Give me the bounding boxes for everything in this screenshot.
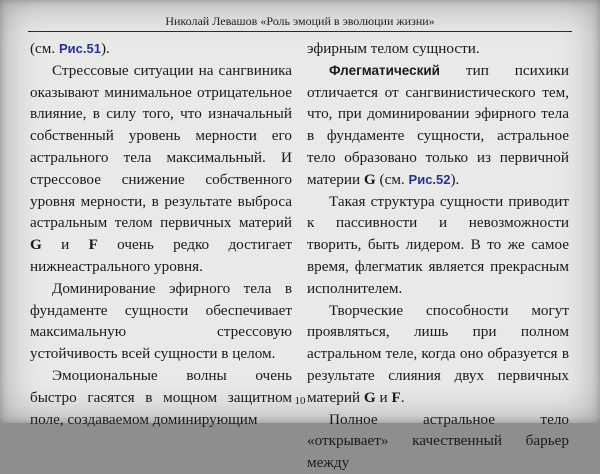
matter-f: F xyxy=(391,388,401,406)
text-span: и xyxy=(41,236,89,254)
text-span: тип психики отличается от сангвинистического тем, что, при доминировании эфирного тела в фундаменте сущности, астральное тело образовано только из первичной материи xyxy=(307,61,569,188)
figure-link-51[interactable]: Рис.51 xyxy=(59,41,101,56)
running-header: Николай Левашов «Роль эмоций в эволюции жизни» xyxy=(165,14,435,28)
right-column xyxy=(307,38,569,474)
paragraph: Эмоциональные волны очень быстро гасятся в мощном защитном поле, создаваемом доминирующим xyxy=(30,366,292,428)
matter-f: F xyxy=(88,236,98,254)
paragraph xyxy=(307,60,569,191)
text-span: Стрессовые ситуации на сангвиника оказывают минимальное отрицательное влияние, в силу того, что изначальный собственный уровень мерности его астрального тела максимальный. И стрессовое снижение собственного уровня мерности, в результате выброса астральным телом первичных материй xyxy=(30,61,292,232)
matter-g: G xyxy=(363,170,376,188)
left-column xyxy=(30,38,292,430)
matter-g: G xyxy=(30,236,42,254)
text-span: . xyxy=(400,388,405,406)
text-span: (см. xyxy=(375,170,409,188)
text-span: Творческие способности могут проявляться, лишь при полном астральном теле, когда оно образуется в результате слияния двух первичных материй xyxy=(307,301,569,406)
text-span: и xyxy=(375,388,392,406)
matter-g: G xyxy=(363,388,376,406)
term-phlegmatic: Флегматический xyxy=(329,62,440,78)
paragraph: эфирным телом сущности. xyxy=(307,40,480,57)
text-span: очень редко достигает нижнеастрального уровня. xyxy=(30,236,292,275)
paragraph: Полное астральное тело «открывает» качественный барьер между xyxy=(307,410,569,472)
header-divider xyxy=(28,31,572,32)
page-number: 10 xyxy=(294,395,306,407)
paragraph: Доминирование эфирного тела в фундаменте сущности обеспечивает максимальную стрессовую устойчивость всей сущности в целом. xyxy=(30,279,292,363)
text-span: (см. xyxy=(30,40,60,57)
paragraph xyxy=(30,38,292,60)
text-span: ). xyxy=(450,170,460,188)
figure-link-52[interactable]: Рис.52 xyxy=(408,171,451,187)
paragraph xyxy=(30,60,292,278)
paragraph: Такая структура сущности приводит к пассивности и невозможности творить, быть лидером. В то же самое время, флегматик является прекрасным исполнителем. xyxy=(307,192,569,297)
paragraph xyxy=(307,300,569,409)
text-span: ). xyxy=(100,40,110,57)
